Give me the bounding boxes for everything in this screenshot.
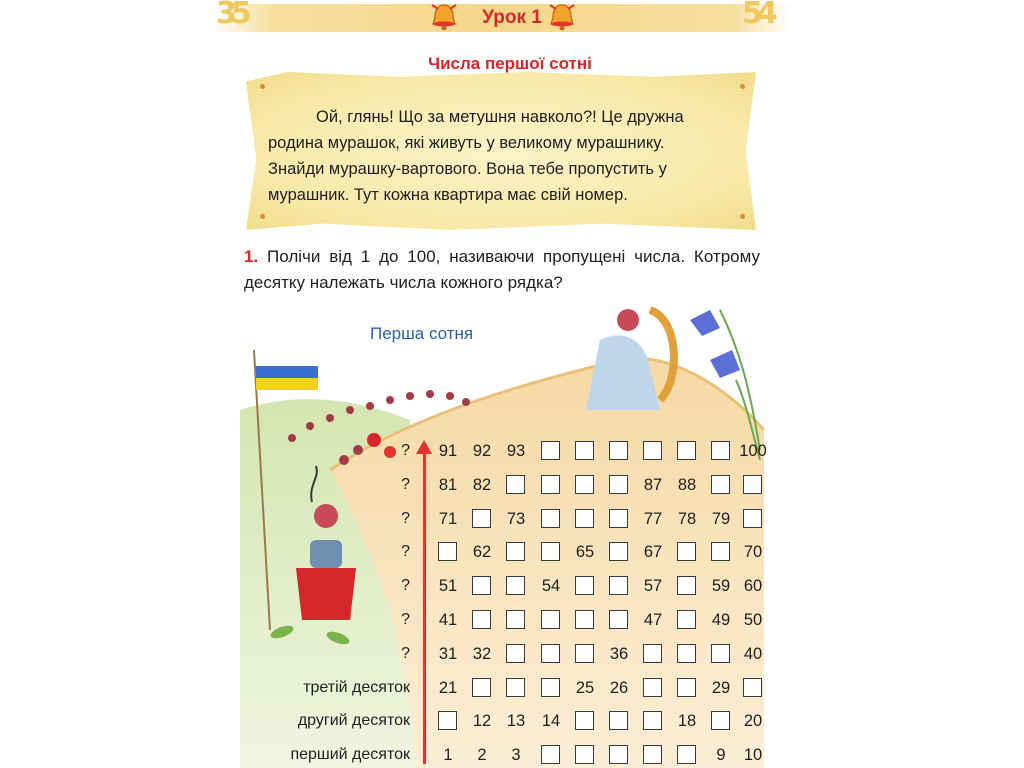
task-text: Полічи від 1 до 100, називаючи пропущені числа. Котрому десятку належать числа кожного рядка? [244,247,760,292]
arrow-up-icon [416,440,432,454]
intro-line: Знайди мурашку-вартового. Вона тебе пропустить у [268,160,667,178]
grid-number: 49 [711,611,731,629]
grid-number: 60 [743,577,763,595]
missing-number-box[interactable] [575,509,594,528]
grid-number: 2 [477,746,487,764]
row-label: ? [401,645,410,662]
grid-number: 12 [472,712,492,730]
missing-number-box[interactable] [472,678,491,697]
grid-number: 62 [472,543,492,561]
grid-number: 31 [438,645,458,663]
header-decoration-right: 54 [742,0,772,31]
section-title: Числа першої сотні [428,54,592,73]
missing-number-box[interactable] [711,475,730,494]
missing-number-box[interactable] [575,610,594,629]
task-1 [244,244,760,296]
missing-number-box[interactable] [472,509,491,528]
scroll-dot [740,84,745,89]
grid-number: 13 [506,712,526,730]
missing-number-box[interactable] [643,644,662,663]
grid-number: 70 [743,543,763,561]
grid-number: 1 [443,746,453,764]
missing-number-box[interactable] [643,711,662,730]
grid-number: 54 [541,577,561,595]
missing-number-box[interactable] [609,441,628,460]
grid-number: 9 [716,746,726,764]
intro-line: родина мурашок, які живуть у великому мурашнику. [268,134,665,152]
missing-number-box[interactable] [541,475,560,494]
bell-icon [428,2,460,32]
missing-number-box[interactable] [677,644,696,663]
row-label: перший десяток [290,746,410,763]
grid-number: 36 [609,645,629,663]
missing-number-box[interactable] [472,576,491,595]
missing-number-box[interactable] [541,610,560,629]
grid-number: 92 [472,442,492,460]
grid-number: 50 [743,611,763,629]
missing-number-box[interactable] [743,475,762,494]
scroll-dot [740,214,745,219]
missing-number-box[interactable] [677,678,696,697]
grid-number: 78 [677,510,697,528]
missing-number-box[interactable] [472,610,491,629]
grid-number: 25 [575,679,595,697]
missing-number-box[interactable] [711,542,730,561]
missing-number-box[interactable] [575,711,594,730]
grid-number: 73 [506,510,526,528]
row-label: ? [401,611,410,628]
grid-number: 29 [711,679,731,697]
missing-number-box[interactable] [541,678,560,697]
missing-number-box[interactable] [677,542,696,561]
scroll-dot [260,84,265,89]
grid-number: 32 [472,645,492,663]
row-label: ? [401,442,410,459]
missing-number-box[interactable] [643,441,662,460]
missing-number-box[interactable] [743,678,762,697]
missing-number-box[interactable] [677,745,696,764]
row-label: ? [401,510,410,527]
missing-number-box[interactable] [711,644,730,663]
missing-number-box[interactable] [506,678,525,697]
missing-number-box[interactable] [506,576,525,595]
missing-number-box[interactable] [506,542,525,561]
missing-number-box[interactable] [609,711,628,730]
missing-number-box[interactable] [575,475,594,494]
missing-number-box[interactable] [743,509,762,528]
missing-number-box[interactable] [677,576,696,595]
flag-yellow-stripe [256,378,318,390]
row-label: ? [401,543,410,560]
grid-number: 59 [711,577,731,595]
missing-number-box[interactable] [609,542,628,561]
counting-arrow-line [423,452,426,764]
missing-number-box[interactable] [541,509,560,528]
missing-number-box[interactable] [541,644,560,663]
missing-number-box[interactable] [677,441,696,460]
missing-number-box[interactable] [575,745,594,764]
missing-number-box[interactable] [506,644,525,663]
lesson-title: Урок 1 [482,7,542,28]
flag-blue-stripe [256,366,318,378]
grid-number: 71 [438,510,458,528]
grid-number: 14 [541,712,561,730]
header-decoration-left: 35 [216,0,246,31]
intro-line: мурашник. Тут кожна квартира має свій номер. [268,186,628,204]
grid-number: 3 [511,746,521,764]
grid-number: 93 [506,442,526,460]
grid-number: 87 [643,476,663,494]
missing-number-box[interactable] [711,441,730,460]
grid-number: 20 [743,712,763,730]
missing-number-box[interactable] [506,610,525,629]
scroll-dot [260,214,265,219]
row-label: третій десяток [303,679,410,696]
missing-number-box[interactable] [609,509,628,528]
grid-number: 100 [739,442,767,460]
grid-number: 18 [677,712,697,730]
missing-number-box[interactable] [677,610,696,629]
row-label: другий десяток [297,712,410,729]
missing-number-box[interactable] [609,475,628,494]
missing-number-box[interactable] [711,711,730,730]
grid-number: 41 [438,611,458,629]
missing-number-box[interactable] [575,576,594,595]
missing-number-box[interactable] [575,644,594,663]
grid-number: 65 [575,543,595,561]
grid-number: 79 [711,510,731,528]
missing-number-box[interactable] [541,745,560,764]
grid-number: 77 [643,510,663,528]
intro-text [268,104,728,208]
missing-number-box[interactable] [643,745,662,764]
grid-number: 21 [438,679,458,697]
grid-number: 26 [609,679,629,697]
bell-icon [546,2,578,32]
missing-number-box[interactable] [643,678,662,697]
grid-number: 57 [643,577,663,595]
missing-number-box[interactable] [541,542,560,561]
missing-number-box[interactable] [541,441,560,460]
grid-number: 40 [743,645,763,663]
grid-number: 88 [677,476,697,494]
missing-number-box[interactable] [438,542,457,561]
grid-number: 10 [743,746,763,764]
grid-number: 91 [438,442,458,460]
missing-number-box[interactable] [609,745,628,764]
missing-number-box[interactable] [506,475,525,494]
missing-number-box[interactable] [609,610,628,629]
grid-number: 47 [643,611,663,629]
row-label: ? [401,476,410,493]
task-number: 1. [244,247,259,266]
row-label: ? [401,577,410,594]
missing-number-box[interactable] [609,576,628,595]
first-hundred-label: Перша сотня [370,324,474,343]
grid-number: 51 [438,577,458,595]
intro-line: Ой, глянь! Що за метушня навколо?! Це дружна [316,108,684,126]
grid-number: 81 [438,476,458,494]
grid-number: 82 [472,476,492,494]
missing-number-box[interactable] [438,711,457,730]
grid-number: 67 [643,543,663,561]
missing-number-box[interactable] [575,441,594,460]
